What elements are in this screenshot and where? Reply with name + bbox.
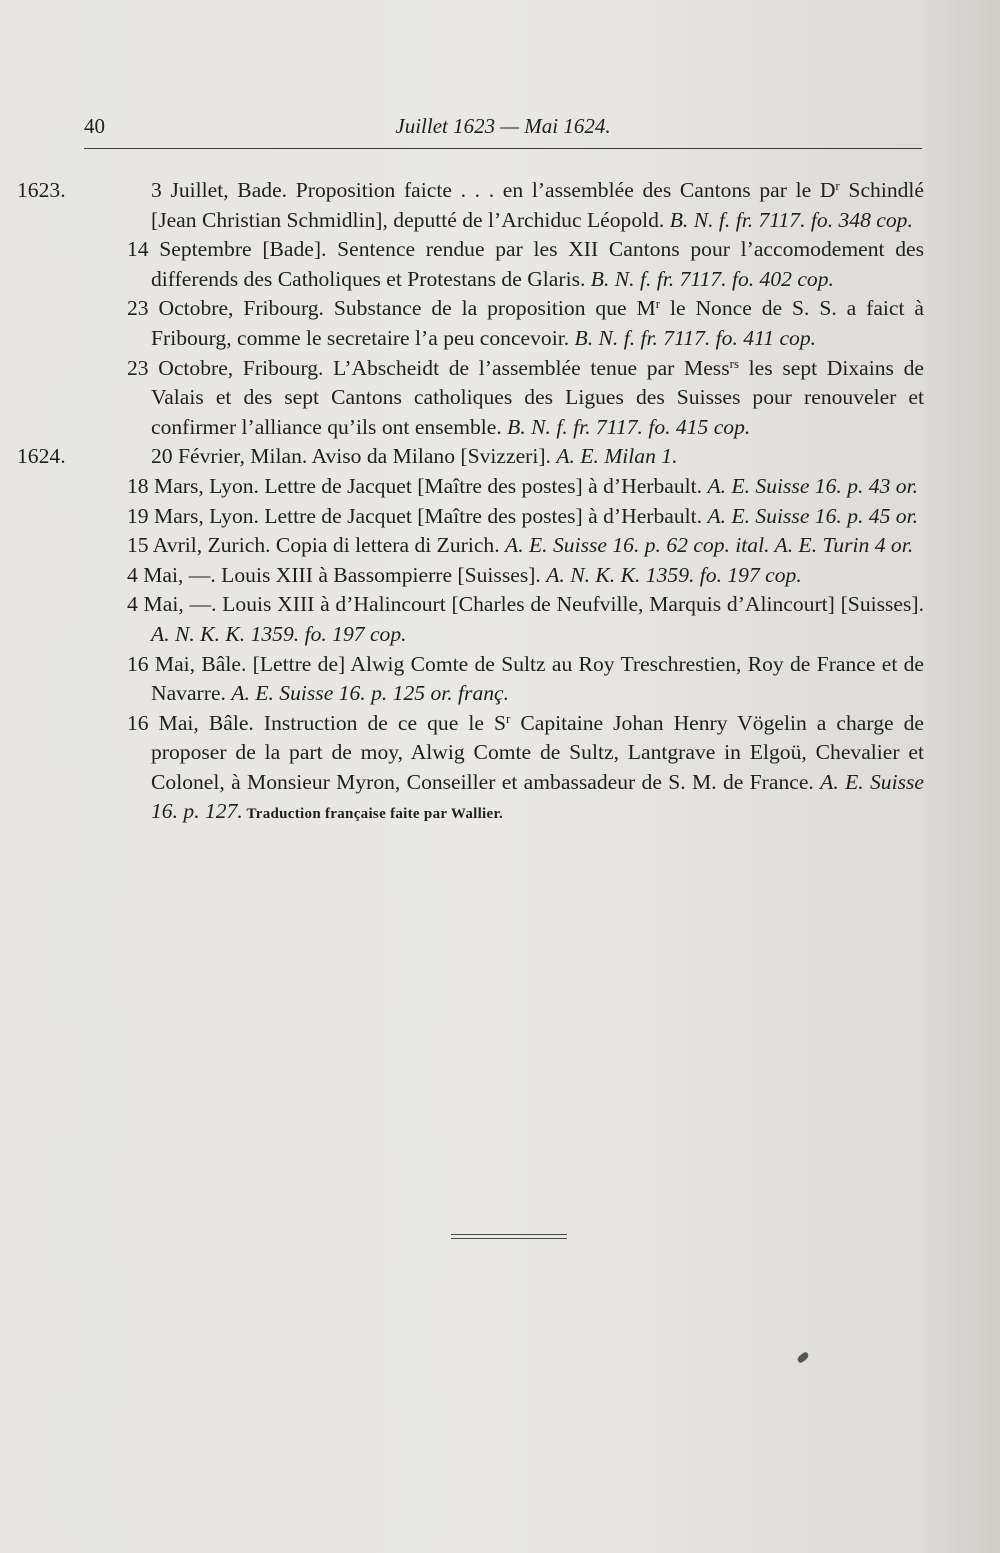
entry-text: 18 Mars, Lyon. Lettre de Jacquet [Maître des postes] à d’Herbault.: [127, 473, 708, 498]
entry-text: 19 Mars, Lyon. Lettre de Jacquet [Maître des postes] à d’Herbault.: [127, 503, 708, 528]
entry-reference: A. E. Suisse 16. p. 43 or.: [707, 473, 918, 498]
entry-superscript: r: [835, 178, 840, 193]
entry-text-continued: Capitaine Johan Henry Vögelin a charge de proposer de la part de moy, Alwig Comte de Sultz, Lantgrave in Elgoü, Chevalier et Colonel, à Monsieur Myron, Conseiller et ambassadeur de S. M. de France.: [151, 710, 924, 794]
entry-reference: B. N. f. fr. 7117. fo. 402 cop.: [590, 266, 834, 291]
entry-reference: B. N. f. fr. 7117. fo. 348 cop.: [669, 207, 913, 232]
entry-text: 4 Mai, —. Louis XIII à Bassompierre [Suisses].: [127, 562, 547, 587]
entry: [84, 235, 924, 294]
entry-text-continued: le Nonce de S. S. a faict à Fribourg, comme le secretaire l’a peu concevoir.: [151, 296, 925, 350]
page-title: Juillet 1623 — Mai 1624.: [395, 114, 611, 138]
entry: [84, 294, 924, 353]
entry-reference: B. N. f. fr. 7117. fo. 411 cop.: [574, 325, 817, 350]
entry: [84, 650, 924, 709]
entry-text-continued: les sept Dixains de Valais et des sept Cantons catholiques des Ligues des Suisses pour renouveler et confirmer l’alliance qu’ils ont ensemble.: [151, 355, 924, 439]
entry: [84, 709, 924, 830]
entry: [17, 176, 924, 235]
entry: [17, 442, 924, 472]
entry-year: 1624.: [17, 444, 66, 469]
entry-text: 14 Septembre [Bade]. Sentence rendue par les XII Cantons pour l’accomodement des differends des Catholiques et Protestans de Glaris.: [127, 237, 924, 291]
entry-reference: B. N. f. fr. 7117. fo. 415 cop.: [507, 414, 751, 439]
entry-text: 23 Octobre, Fribourg. Substance de la proposition que M: [127, 296, 656, 321]
entry-text: 3 Juillet, Bade. Proposition faicte . . . en l’assemblée des Cantons par le D: [151, 178, 836, 202]
entry-note: Traduction française faite par Wallier.: [242, 806, 504, 823]
entry-reference: A. N. K. K. 1359. fo. 197 cop.: [546, 562, 802, 587]
entry-superscript: r: [655, 296, 661, 312]
entry: [84, 561, 924, 591]
ink-speck: [796, 1351, 810, 1364]
entry: [84, 590, 924, 649]
entry-list: [17, 176, 925, 830]
header-rule: [84, 148, 922, 149]
entry-text: 20 Février, Milan. Aviso da Milano [Svizzeri].: [151, 444, 557, 469]
entry-reference: A. E. Milan 1.: [556, 444, 678, 469]
entry-text: 23 Octobre, Fribourg. L’Abscheidt de l’assemblée tenue par Mess: [127, 355, 730, 380]
entry-text: 16 Mai, Bâle. [Lettre de] Alwig Comte de Sultz au Roy Treschrestien, Roy de France et de Navarre.: [127, 651, 924, 706]
entry-reference: A. E. Suisse 16. p. 45 or.: [707, 503, 918, 528]
entry-text-continued: Schindlé [Jean Christian Schmidlin], deputté de l’Archiduc Léopold.: [151, 178, 924, 232]
entry-text: 16 Mai, Bâle. Instruction de ce que le S: [127, 710, 506, 735]
page-number: 40: [84, 114, 105, 138]
entry: [84, 502, 924, 532]
entry-reference: A. N. K. K. 1359. fo. 197 cop.: [151, 621, 407, 646]
entry-text: 4 Mai, —. Louis XIII à d’Halincourt [Charles de Neufville, Marquis d’Alincourt] [Suisses].: [127, 592, 924, 617]
entry-text: 15 Avril, Zurich. Copia di lettera di Zurich.: [127, 533, 505, 558]
entry-superscript: r: [505, 710, 511, 726]
entry: [84, 531, 924, 561]
entry: [84, 472, 924, 502]
entry-reference: A. E. Suisse 16. p. 125 or. franç.: [231, 681, 510, 706]
end-rule: [451, 1234, 567, 1239]
entry-year: 1623.: [17, 178, 66, 202]
running-header: [84, 112, 922, 146]
entry-reference: A. E. Suisse 16. p. 127.: [151, 769, 924, 824]
entry-reference: A. E. Suisse 16. p. 62 cop. ital. A. E. Turin 4 or.: [505, 533, 914, 558]
entry: [84, 354, 924, 443]
entry-superscript: rs: [729, 355, 740, 371]
